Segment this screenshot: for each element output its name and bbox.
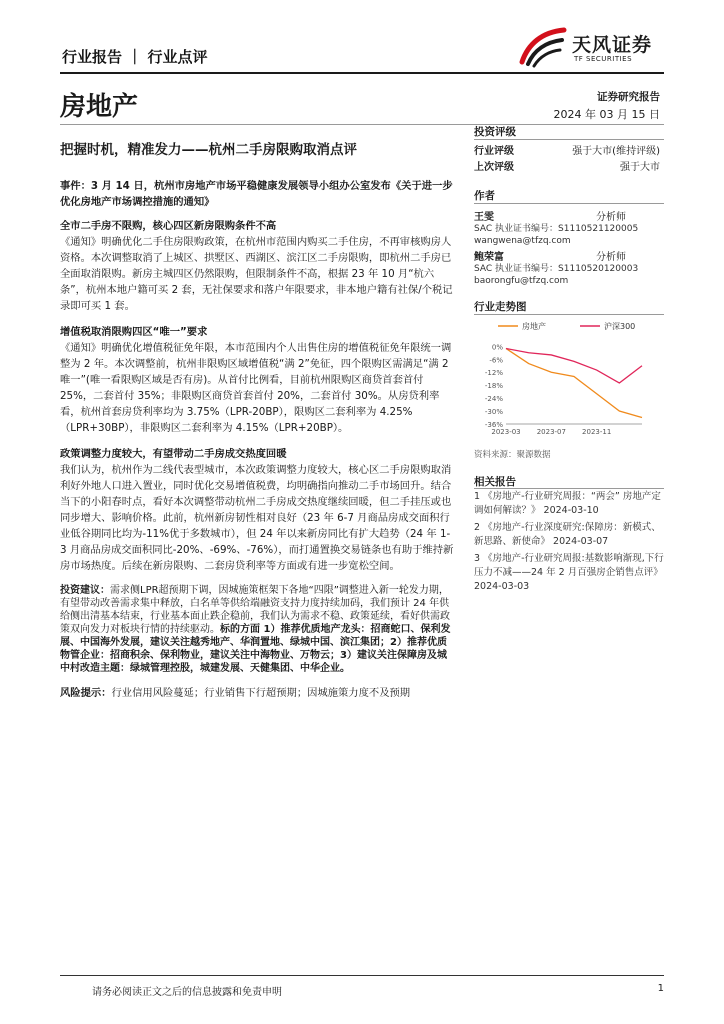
industry-rating-value: 强于大市(维持评级) — [572, 146, 660, 157]
brand-name-cn: 天风证券 — [572, 34, 653, 56]
author-sac: SAC 执业证书编号：S1110521120005 — [474, 224, 639, 234]
header-divider — [60, 72, 664, 74]
investment-paragraph — [60, 584, 456, 675]
footer-divider — [60, 975, 664, 976]
related-report-link[interactable]: 2 《房地产-行业深度研究:保障房：新模式、新思路、新使命》 2024-03-07 — [474, 522, 661, 547]
author-line — [474, 248, 664, 263]
author-role: 分析师 — [596, 252, 626, 263]
rating-title: 投资评级 — [474, 126, 516, 138]
y-tick-label: -6% — [489, 356, 503, 365]
industry-rating-label: 行业评级 — [474, 146, 514, 157]
section-body: 我们认为，杭州作为二线代表型城市，本次政策调整力度较大，核心区二手房限购取消利好外地人口进入置业，同时优化交易增值税费，均明确指向推动二手市场回升。结合当下的小阳春时点，看好本次调整带动杭州二手房成交热度继续回暖，但二手挂压或也同步增大、影响价格。此前，杭州新房韧性相对良好（23 年 6-7 月商品房成交面积行业低谷期同比均为-11%优于多数城市），但 24 年以来新房同比有扩大趋势（24 年 1-3 月商品房成交面积同比-20%、-69%、-76%），而打通置换交易链条也有助于维持新房市场热度。后续在新房限购、二套房贷利率等方面或有进一步宽松空间。 — [60, 464, 454, 572]
section-heading: 政策调整力度较大，有望带动二手房成交热度回暖 — [60, 448, 287, 460]
sector-title: 房地产 — [60, 92, 139, 122]
author-card — [474, 208, 664, 247]
chart-source: 资料来源：聚源数据 — [474, 450, 551, 460]
investment-body: 需求侧LPR超预期下调，因城施策框架下各地“四限”调整进入新一轮发力期，有望带动改善需求集中释放，白名单等供给端融资支持力度持续加码，我们预计 24 年供给侧出清基本结束，行业基本面止跌企稳前，我们认为需求不稳、政策延续，看好供需政策双向发力对板块行情的持续驱动。 — [60, 585, 450, 635]
y-tick-label: -36% — [484, 421, 503, 429]
authors-title: 作者 — [474, 190, 495, 202]
trend-title: 行业走势图 — [474, 301, 527, 313]
related-list — [474, 490, 664, 594]
brand-name-en: TF SECURITIES — [574, 55, 633, 63]
event-paragraph: 事件：3 月 14 日，杭州市房地产市场平稳健康发展领导小组办公室发布《关于进一步优化房地产市场调控措施的通知》 — [60, 180, 453, 208]
series-line — [506, 348, 642, 383]
related-title: 相关报告 — [474, 476, 516, 488]
related-divider — [474, 488, 664, 489]
author-role: 分析师 — [596, 212, 626, 223]
last-rating-label: 上次评级 — [474, 162, 514, 173]
trend-chart — [474, 316, 664, 438]
investment-label: 投资建议： — [60, 585, 110, 596]
author-name: 鲍荣富 — [474, 252, 504, 263]
brand-logo — [518, 24, 668, 70]
series-line — [506, 348, 642, 417]
industry-rating-row — [474, 142, 660, 157]
author-line — [474, 208, 664, 223]
section-heading: 全市二手房不限购，核心四区新房限购条件不高 — [60, 220, 277, 232]
y-tick-label: 0% — [491, 343, 503, 352]
author-card — [474, 248, 664, 287]
main-column — [60, 178, 456, 701]
section-heading: 增值税取消限购四区“唯一”要求 — [60, 326, 208, 338]
last-rating-value: 强于大市 — [620, 162, 660, 173]
trend-chart-svg — [474, 316, 664, 438]
tf-logo-icon — [518, 24, 568, 70]
authors-divider — [474, 203, 664, 204]
risk-paragraph — [60, 685, 456, 701]
author-email[interactable]: baorongfu@tfzq.com — [474, 276, 569, 286]
footer-disclaimer: 请务必阅读正文之后的信息披露和免责申明 — [92, 987, 282, 998]
risk-label: 风险提示： — [60, 687, 112, 699]
y-tick-label: -12% — [484, 369, 503, 378]
y-tick-label: -30% — [484, 408, 503, 417]
related-report-link[interactable]: 1 《房地产-行业研究周报：“两会” 房地产定调如何解读？》 2024-03-10 — [474, 491, 661, 516]
page-number: 1 — [657, 983, 664, 994]
section-body: 《通知》明确优化增值税征免年限，本市范围内个人出售住房的增值税征免年限统一调整为 2 年。本次调整前，杭州非限购区域增值税“满 2”免征，四个限购区需满足“满 2 唯一”(唯一看限购区域是否有房)。从首付比例看，目前杭州限购区商贷首套首付 25%，二套首付 35%；非限购区商贷首套首付 20%，二套首付 30%。从房贷利率看，杭州首套房贷利率均为 3.75%（LPR-20BP），限购区二套利率为 4.25%（LPR+30BP），非限购区二套利率为 4.15%（LPR+20BP）。 — [60, 342, 452, 434]
legend-label: 房地产 — [522, 322, 546, 331]
investment-picks: 标的方面 1）推荐优质地产龙头：招商蛇口、保利发展、中国海外发展，建议关注越秀地产、华润置地、绿城中国、滨江集团；2）推荐优质物管企业：招商积余、保利物业，建议关注中海物业、万物云；3）建议关注保障房及城中村改造主题：绿城管理控股，城建发展、天健集团、中华企业。 — [60, 624, 451, 674]
rating-divider — [474, 139, 664, 140]
page-title: 把握时机，精准发力——杭州二手房限购取消点评 — [60, 142, 357, 158]
last-rating-row — [474, 158, 660, 173]
risk-body: 行业信用风险蔓延；行业销售下行超预期；因城施策力度不及预期 — [111, 687, 411, 699]
report-type: 行业报告 ｜ 行业点评 — [62, 48, 208, 66]
section-body: 《通知》明确优化二手住房限购政策，在杭州市范围内购买二手住房，不再审核购房人资格。本次调整取消了上城区、拱墅区、西湖区、滨江区二手房限购，即杭州二手房已全面取消限购。新房主城四区仍然限购，但限制条件不高，根据 23 年 10 月“杭六条”，杭州本地户籍可买 2 套，无社保要求和落户年限要求，非本地户籍有社保/个税记录即可买 1 套。 — [60, 236, 453, 312]
author-name: 王雯 — [474, 212, 494, 223]
author-email[interactable]: wangwena@tfzq.com — [474, 236, 571, 246]
related-report-link[interactable]: 3 《房地产-行业研究周报:基数影响渐现,下行压力不减——24 年 2 月百强房企销售点评》 2024-03-03 — [474, 553, 664, 592]
x-tick-label: 2023-11 — [582, 428, 612, 436]
y-tick-label: -18% — [484, 382, 503, 391]
x-tick-label: 2023-03 — [491, 428, 521, 436]
x-tick-label: 2023-07 — [536, 428, 566, 436]
author-sac: SAC 执业证书编号：S1110520120003 — [474, 264, 639, 274]
report-label: 证券研究报告 — [597, 91, 660, 103]
trend-divider — [474, 314, 664, 315]
y-tick-label: -24% — [484, 395, 503, 404]
report-date: 2024 年 03 月 15 日 — [553, 108, 660, 121]
legend-label: 沪深300 — [604, 322, 636, 331]
